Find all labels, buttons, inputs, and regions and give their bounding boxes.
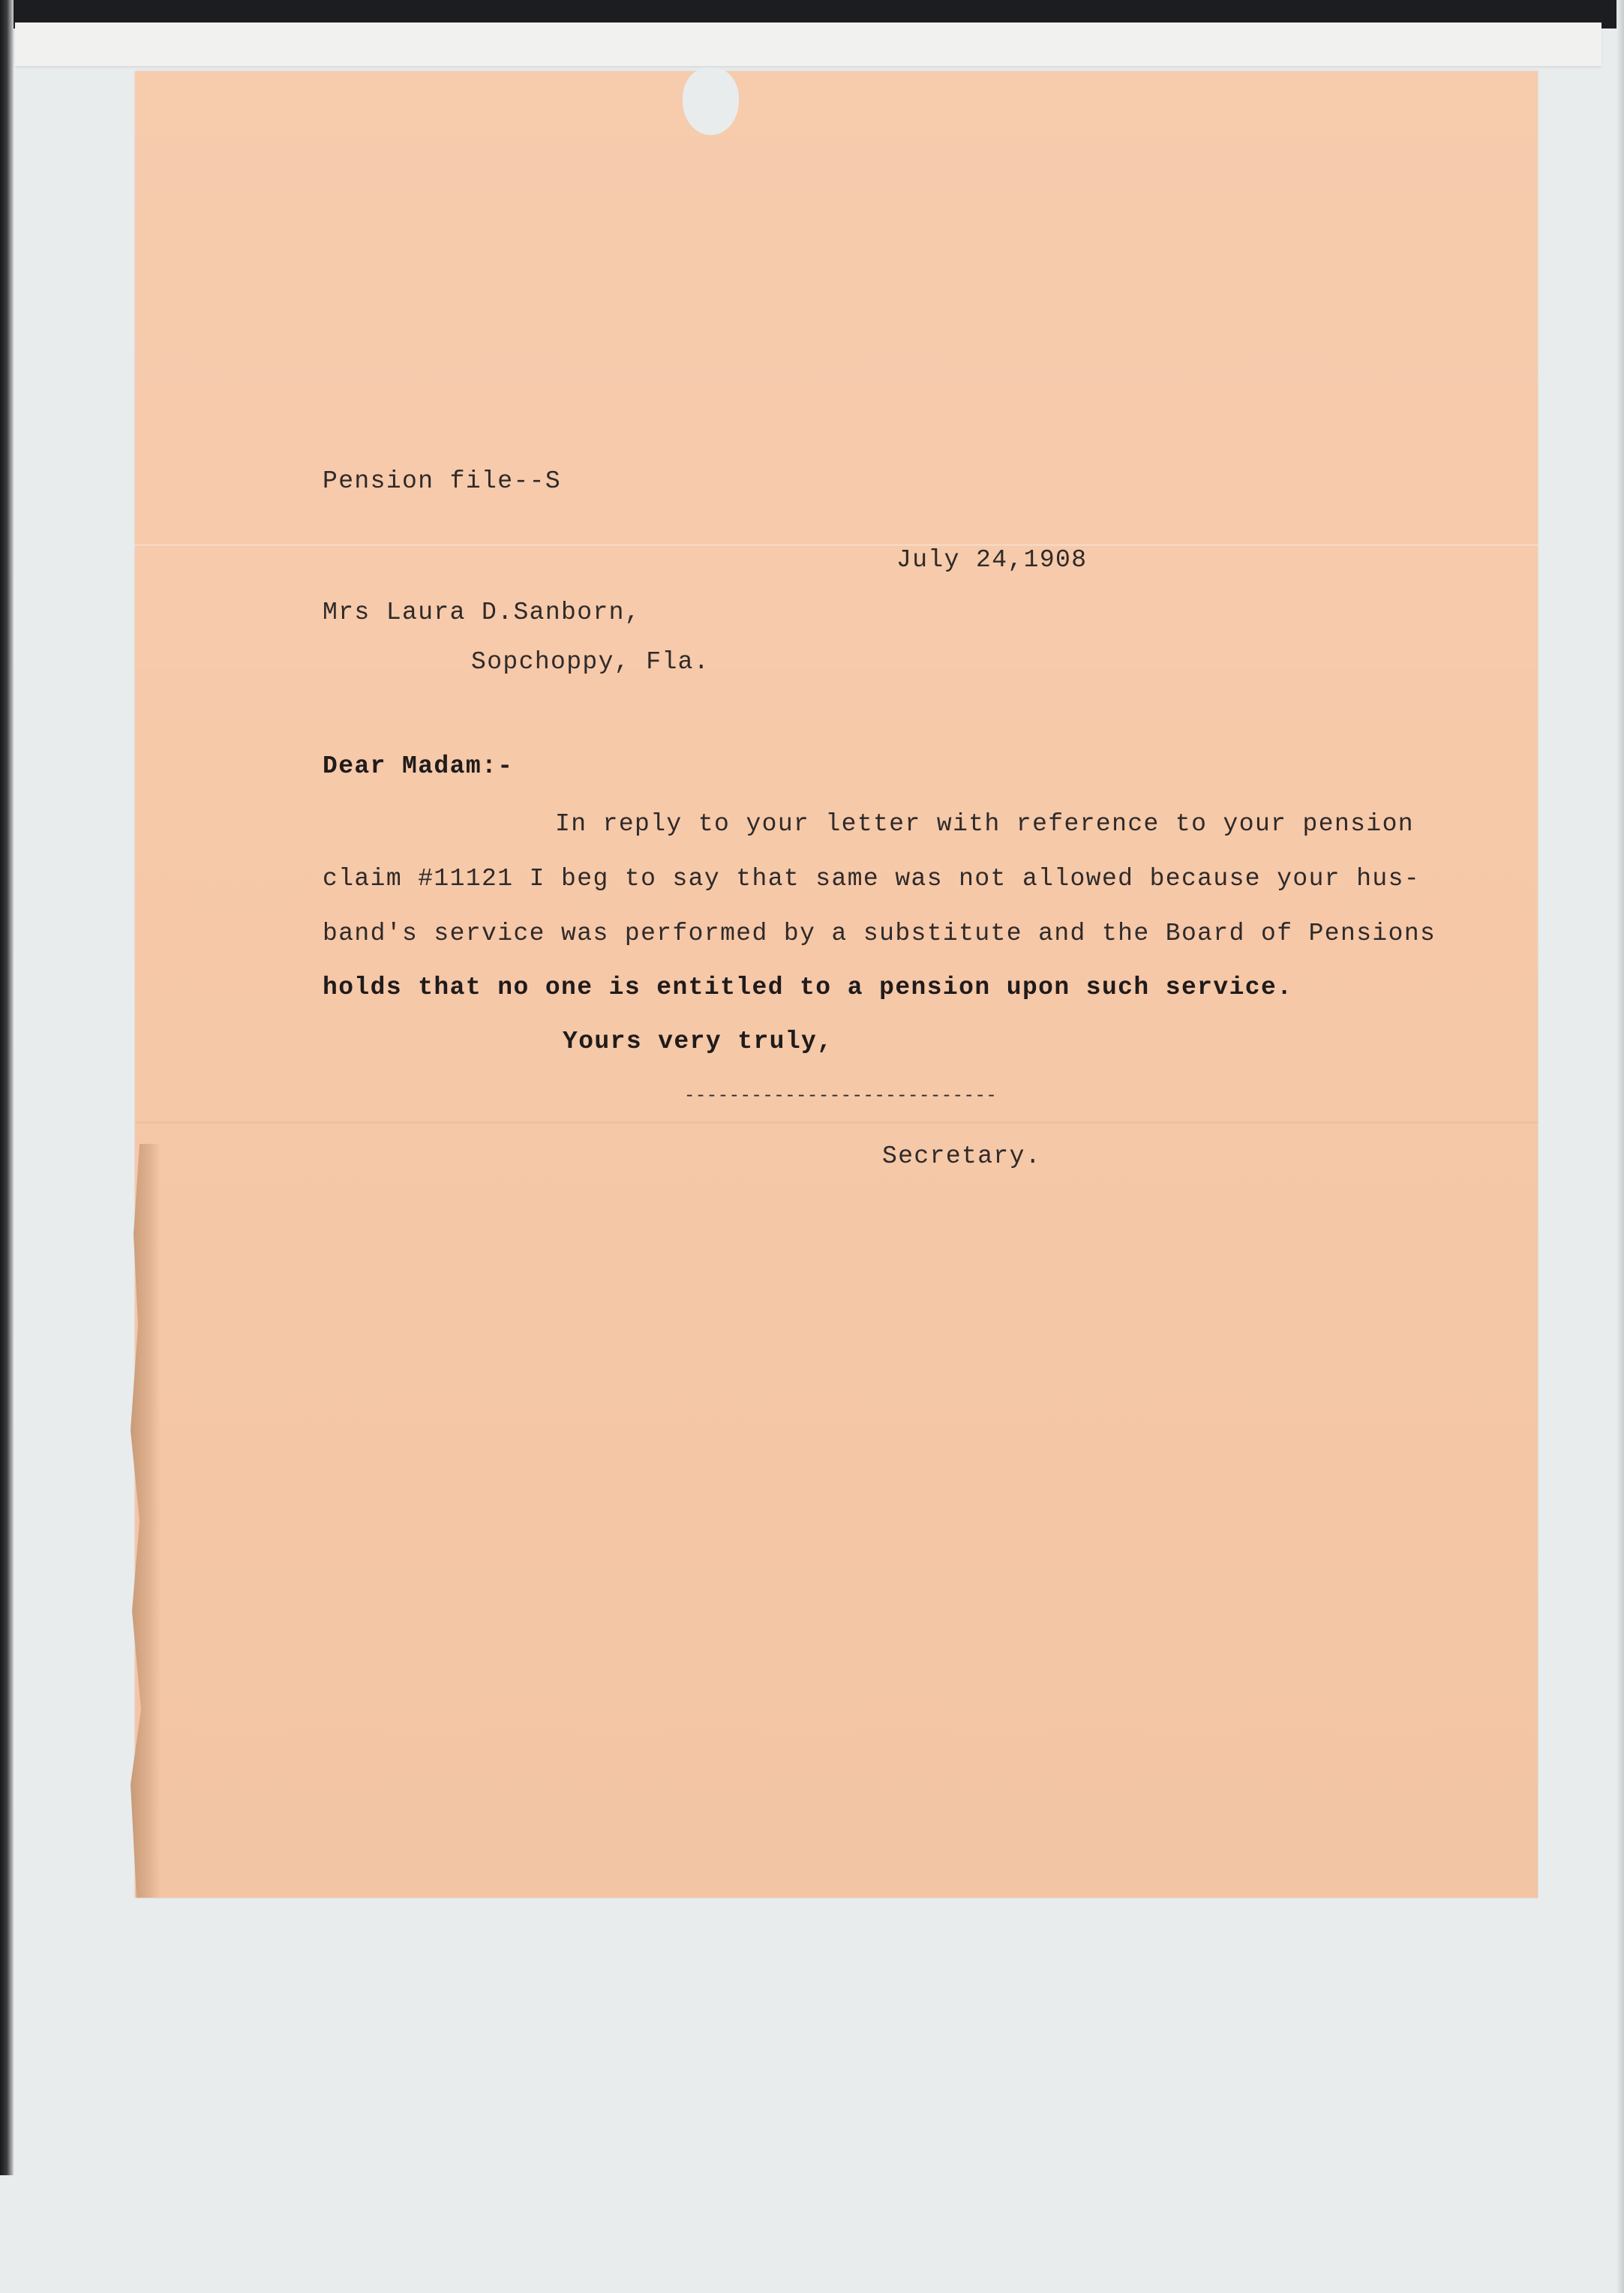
scanner-right-edge <box>1616 0 1624 2293</box>
paper-punch-hole <box>683 68 739 135</box>
recipient-name: Mrs Laura D.Sanborn, <box>323 599 641 626</box>
paper-fold-line <box>135 1121 1538 1124</box>
letter-date: July 24,1908 <box>896 546 1088 574</box>
scanner-left-edge <box>0 0 14 2175</box>
file-reference: Pension file--S <box>323 467 562 495</box>
recipient-place: Sopchoppy, Fla. <box>471 648 710 676</box>
body-line: claim #11121 I beg to say that same was not allowed because your hus- <box>323 865 1421 893</box>
signer-title: Secretary. <box>882 1142 1042 1170</box>
closing: Yours very truly, <box>563 1028 833 1055</box>
body-line: band's service was performed by a substitute and the Board of Pensions <box>323 920 1436 947</box>
scanner-top-strip <box>15 23 1601 66</box>
body-line: holds that no one is entitled to a pension upon such service. <box>323 974 1293 1001</box>
paper-fold-line <box>135 544 1538 546</box>
salutation: Dear Madam:- <box>323 752 514 780</box>
signature-line: ---------------------------- <box>684 1086 998 1106</box>
paper-torn-edge <box>131 1144 161 1898</box>
body-line: In reply to your letter with reference to your pension <box>555 810 1414 838</box>
